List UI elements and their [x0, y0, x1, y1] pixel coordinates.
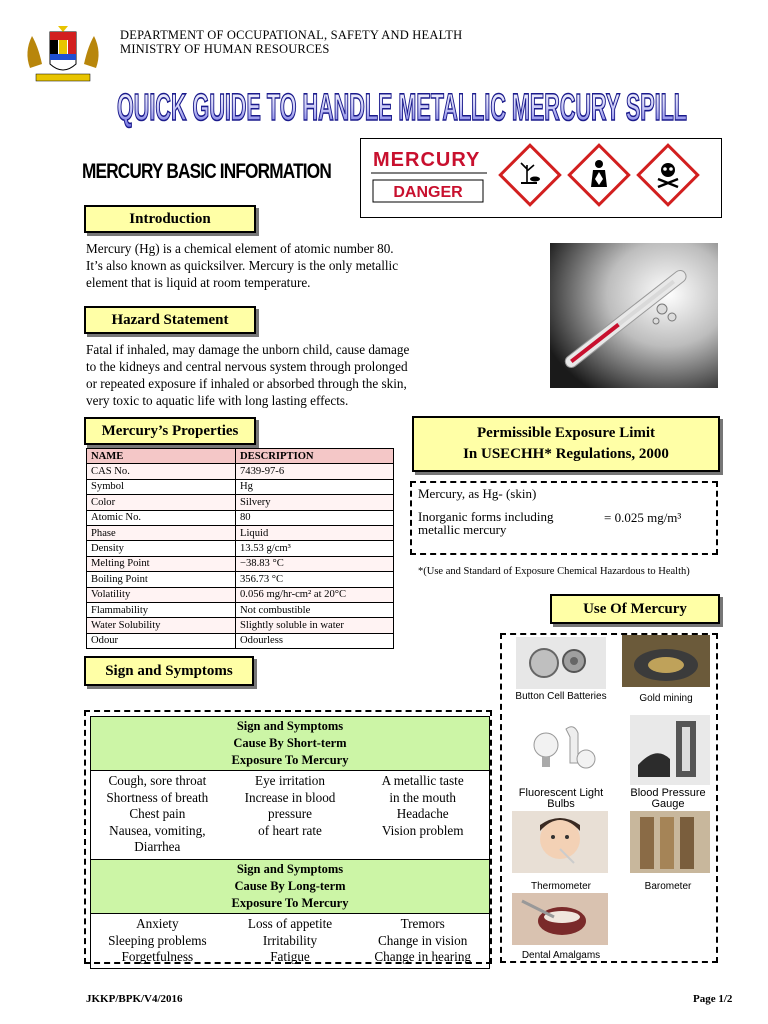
hazard-line: very toxic to aquatic life with long lasting effects.	[86, 393, 349, 408]
property-name: Symbol	[87, 479, 236, 494]
symptom-item: Chest pain	[129, 806, 186, 822]
property-name: CAS No.	[87, 464, 236, 479]
properties-row	[87, 464, 394, 479]
properties-row	[87, 602, 394, 617]
properties-row	[87, 572, 394, 587]
long-term-header	[91, 859, 489, 914]
symptom-item: Loss of appetite	[247, 915, 333, 931]
use-item-label: Button Cell Batteries	[515, 691, 607, 702]
symptom-item: Irritability	[262, 932, 318, 948]
uses-grid	[500, 633, 718, 963]
symptom-item: A metallic taste	[381, 773, 464, 788]
property-value: Silvery	[236, 495, 394, 510]
environment-hazard-icon	[500, 145, 559, 204]
hazard-statement-text	[86, 341, 409, 409]
symptom-item: Increase in blood	[244, 789, 336, 805]
symptom-column	[91, 916, 224, 966]
symptom-item: Fatigue	[270, 949, 310, 965]
symptom-column	[356, 773, 489, 856]
long-term-symptoms	[91, 914, 489, 968]
symptom-item: Shortness of breath	[106, 789, 209, 805]
use-item-label: Barometer	[644, 881, 692, 892]
symptom-item: pressure	[268, 806, 312, 822]
properties-row	[87, 618, 394, 633]
property-value: 13.53 g/cm³	[236, 541, 394, 556]
column-header: NAME	[87, 449, 236, 464]
pel-form-line: Inorganic forms including	[418, 509, 554, 524]
property-value: Not combustible	[236, 602, 394, 617]
property-name: Color	[87, 495, 236, 510]
properties-row	[87, 510, 394, 525]
column-header: DESCRIPTION	[236, 449, 394, 464]
main-title	[112, 78, 692, 138]
short-term-title-line: Sign and Symptoms	[236, 719, 344, 733]
light-bulb-icon	[522, 719, 602, 785]
symptom-item: of heart rate	[258, 822, 322, 838]
short-term-header	[91, 717, 489, 771]
introduction-line: Mercury (Hg) is a chemical element of atomic number 80.	[86, 241, 394, 256]
use-item-label: Blood Pressure Gauge	[630, 787, 706, 810]
hazard-line: Fatal if inhaled, may damage the unborn child, cause damage	[86, 342, 410, 357]
ministry-name: MINISTRY OF HUMAN RESOURCES	[120, 42, 330, 56]
battery-icon	[516, 637, 606, 689]
properties-row	[87, 587, 394, 602]
property-value: Slightly soluble in water	[236, 618, 394, 633]
symptom-item: Sleeping problems	[108, 932, 207, 948]
property-name: Volatility	[87, 587, 236, 602]
property-name: Density	[87, 541, 236, 556]
short-term-title-line: Cause By Short-term	[233, 736, 347, 750]
hazard-statement-heading: Hazard Statement	[84, 306, 256, 334]
property-value: 7439-97-6	[236, 464, 394, 479]
property-value: 80	[236, 510, 394, 525]
coat-of-arms-logo	[22, 24, 104, 88]
hazard-label-name: MERCURY	[373, 149, 481, 171]
symptom-column	[224, 773, 357, 856]
properties-row	[87, 525, 394, 540]
property-value: Hg	[236, 479, 394, 494]
pel-value: = 0.025 mg/m³	[604, 510, 682, 525]
introduction-text	[86, 240, 398, 291]
short-term-symptoms	[91, 771, 489, 859]
pel-heading-line: In USECHH* Regulations, 2000	[463, 446, 669, 462]
property-value: Liquid	[236, 525, 394, 540]
properties-heading: Mercury’s Properties	[84, 417, 256, 445]
pel-substance: Mercury, as Hg- (skin)	[418, 486, 537, 501]
main-title-text: QUICK GUIDE TO HANDLE METALLIC MERCURY SPILL	[117, 87, 687, 129]
symptom-column	[91, 773, 224, 856]
pel-form	[418, 510, 554, 536]
symptom-item: Nausea, vomiting,	[109, 822, 206, 838]
pel-footnote: *(Use and Standard of Exposure Chemical Hazardous to Health)	[418, 566, 690, 577]
property-name: Water Solubility	[87, 618, 236, 633]
basic-info-heading: MERCURY BASIC INFORMATION	[82, 160, 331, 183]
properties-table	[86, 448, 394, 649]
short-term-title-line: Exposure To Mercury	[231, 753, 349, 767]
thermometer-icon	[512, 811, 608, 873]
symptom-item: Eye irritation	[255, 773, 325, 788]
introduction-line: element that is liquid at room temperature.	[86, 275, 311, 290]
properties-row	[87, 495, 394, 510]
property-value: 356.73 °C	[236, 572, 394, 587]
use-item-label: Fluorescent Light Bulbs	[518, 787, 604, 810]
property-value: −38.83 °C	[236, 556, 394, 571]
long-term-title-line: Exposure To Mercury	[231, 895, 349, 910]
thermometer-photo	[550, 243, 718, 388]
properties-row	[87, 479, 394, 494]
property-value: 0.056 mg/hr-cm² at 20°C	[236, 587, 394, 602]
symptom-column	[224, 916, 357, 966]
barometer-icon	[630, 811, 710, 873]
properties-row	[87, 633, 394, 648]
symptom-item: in the mouth	[389, 789, 457, 805]
signs-table	[90, 716, 490, 969]
hazard-line: to the kidneys and central nervous system through prolonged	[86, 359, 408, 374]
symptom-item: Change in hearing	[374, 949, 472, 965]
property-name: Phase	[87, 525, 236, 540]
property-name: Atomic No.	[87, 510, 236, 525]
uses-heading: Use Of Mercury	[550, 594, 720, 624]
symptom-column	[356, 916, 489, 966]
introduction-line: It’s also known as quicksilver. Mercury is the only metallic	[86, 258, 399, 273]
property-name: Flammability	[87, 602, 236, 617]
pel-details	[410, 481, 718, 555]
page-number: Page 1/2	[693, 993, 733, 1005]
pel-heading-line: Permissible Exposure Limit	[476, 425, 656, 441]
long-term-title-line: Cause By Long-term	[234, 878, 346, 893]
pel-heading	[412, 416, 720, 472]
dental-icon	[512, 893, 608, 945]
signs-heading: Sign and Symptoms	[84, 656, 254, 686]
property-value: Odourless	[236, 633, 394, 648]
signal-word: DANGER	[393, 184, 463, 201]
symptom-item: Diarrhea	[134, 839, 181, 855]
pel-form-line: metallic mercury	[418, 522, 507, 537]
health-hazard-icon	[569, 145, 628, 204]
blood-pressure-icon	[630, 715, 710, 785]
gold-mining-icon	[622, 635, 710, 687]
symptom-item: Forgetfulness	[121, 949, 194, 965]
properties-row	[87, 556, 394, 571]
symptom-item: Change in vision	[377, 932, 468, 948]
symptom-item: Cough, sore throat	[108, 773, 207, 788]
hazard-line: or repeated exposure if inhaled or absorbed through the skin,	[86, 376, 407, 391]
symptom-item: Tremors	[400, 915, 445, 931]
property-name: Boiling Point	[87, 572, 236, 587]
properties-row	[87, 541, 394, 556]
document-code: JKKP/BPK/V4/2016	[86, 993, 183, 1005]
introduction-heading: Introduction	[84, 205, 256, 233]
use-item-label: Thermometer	[530, 881, 591, 892]
use-item-label: Dental Amalgams	[521, 950, 601, 961]
long-term-title-line: Sign and Symptoms	[236, 861, 344, 876]
skull-crossbones-icon	[638, 145, 697, 204]
department-name: DEPARTMENT OF OCCUPATIONAL, SAFETY AND HEALTH	[120, 28, 463, 42]
use-item-label: Gold mining	[639, 693, 693, 704]
department-header	[120, 28, 462, 56]
property-name: Melting Point	[87, 556, 236, 571]
symptom-item: Anxiety	[136, 915, 179, 931]
property-name: Odour	[87, 633, 236, 648]
symptom-item: Headache	[396, 806, 449, 822]
symptom-item: Vision problem	[381, 822, 464, 838]
hazard-label	[360, 138, 722, 218]
